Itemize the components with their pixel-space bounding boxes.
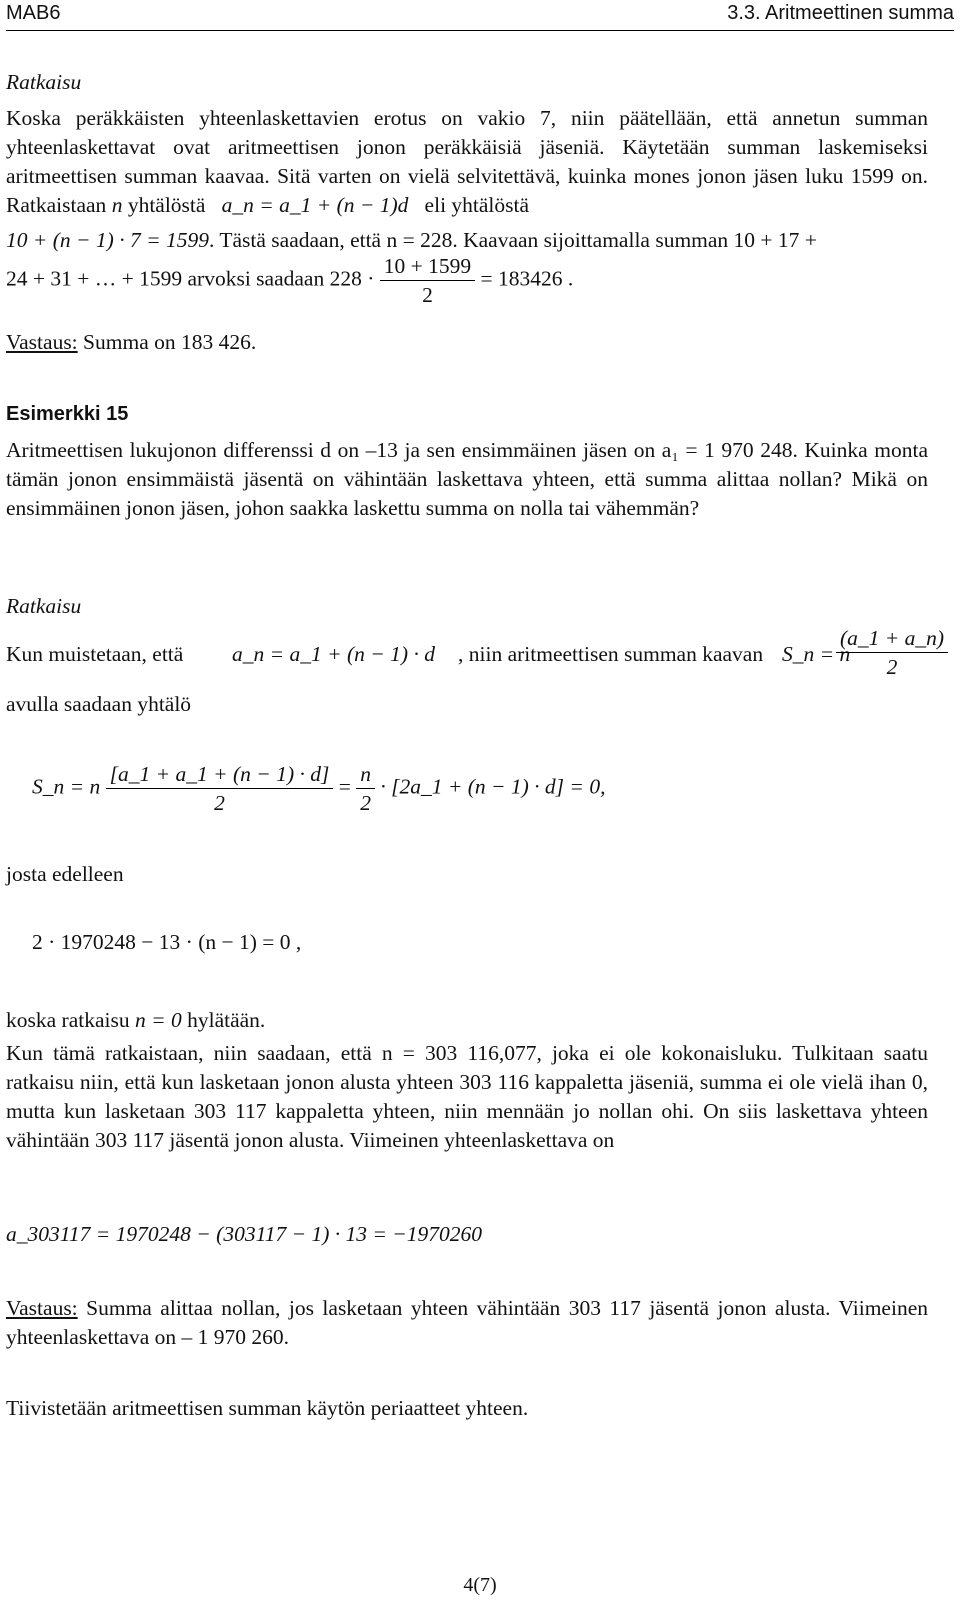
eq1-numerator: [a_1 + a_1 + (n − 1) · d] [106,760,334,789]
page-header [6,2,954,30]
formula-general-term: a_n = a_1 + (n − 1) · d [232,642,435,666]
solution-line-2 [6,226,928,255]
course-code: MAB6 [6,2,61,24]
sum-fraction [380,252,475,309]
solution-text-1b: yhtälöstä [127,193,206,217]
sum-multiplier: 228 · [329,266,375,291]
equation-solve-n: 2 · 1970248 − 13 · (n − 1) = 0 , [32,930,302,954]
eq1-fraction [106,760,334,817]
answer-text-1: Summa on 183 426. [77,330,257,354]
line4-text-a: koska ratkaisu [6,1008,130,1032]
sum-formula-numerator: (a_1 + a_n) [836,624,948,653]
sum-formula-denominator: 2 [886,655,898,679]
eq1-mid-fraction [356,760,375,817]
sum-fraction-numerator: 10 + 1599 [380,252,475,281]
line1-text-b: , niin aritmeettisen summan kaavan [458,642,764,666]
solution-heading-2: Ratkaisu [6,594,82,618]
answer-label-2: Vastaus: [6,1296,78,1320]
equation-sum-zero: S_n = n $\frac{[a\_1 + a\_1 + (n - 1) \cdot d]}{2}$ = $\frac{n}{2}$ · [2a_1 + (n − 1) · d] = 0, [32,762,606,815]
formula-equation-1599: 10 + (n − 1) · 7 = 1599 [6,228,209,252]
solution-text-1: Koska peräkkäisten yhteenlaskettavien erotus on vakio 7, niin päätellään, että annetun summan yhteenlaskettavat ovat aritmeettisen jonon peräkkäisiä jäseniä. Käytetään summan laskemiseksi aritmeettisen summan kaavaa. Sitä varten on vielä selvitettävä, kuinka mones jonon jäsen luku 1599 on. Ratkaistaan [6,106,928,217]
variable-n: n [111,193,123,217]
eq1-lhs: S_n = n [32,774,101,799]
example-text: Aritmeettisen lukujonon differenssi d on –13 ja sen ensimmäinen jäsen on a₁ = 1 970 248. Kuinka monta tämän jonon ensimmäistä jäsentä on vähintään laskettava yhteen, että summa alittaa nollan? Mikä on ensimmäinen jonon jäsen, johon saakka laskettu summa on nolla tai vähemmän? [6,438,928,520]
line4 [6,1006,928,1035]
eq1-denominator: 2 [214,791,225,815]
page-number: 4(7) [463,1574,497,1596]
formula-an: a_n = a_1 + (n − 1)d [221,193,409,217]
sum-result: = 183426 . [480,266,574,291]
line4-text-b: hylätään. [187,1008,266,1032]
solution-text-2: . Tästä saadaan, että n = 228. Kaavaan sijoittamalla summan 10 + 17 + [208,228,817,252]
line1-text-a: Kun muistetaan, että [6,642,184,666]
eq1-mid-numerator: n [356,760,375,789]
formula-n-zero: n = 0 [134,1008,182,1032]
sum-formula-fraction [836,624,948,681]
solution-heading-1: Ratkaisu [6,70,82,94]
sum-formula-lhs: S_n = n [782,642,851,666]
example-heading: Esimerkki 15 [6,403,129,425]
sum-sequence-text: 24 + 31 + … + 1599 arvoksi saadaan [6,266,325,291]
answer-text-2: Summa alittaa nollan, jos lasketaan yhteen vähintään 303 117 jäsentä jonon alusta. Viimeinen yhteenlaskettava on – 1 970 260. [6,1296,928,1349]
sum-fraction-denominator: 2 [422,283,433,307]
paragraph-interpretation: Kun tämä ratkaistaan, niin saadaan, että n = 303 116,077, joka ei ole kokonaisluku. Tulkitaan saatu ratkaisu niin, että kun lasketaan jonon alusta yhteen 303 116 kappaletta jäseniä, summa ei ole vielä ihan 0, mutta kun lasketaan 303 117 kappaletta yhteen, niin mennään jo nollan ohi. On siis laskettava yhteen vähintään 303 117 jäsentä jonon alusta. Viimeinen yhteenlaskettava on [6,1041,928,1152]
answer-2 [6,1294,928,1352]
section-title: 3.3. Aritmeettinen summa [727,2,954,24]
header-rule [6,30,954,31]
line3-text: josta edelleen [6,862,124,886]
sum-line [6,252,573,309]
answer-label-1: Vastaus: [6,330,78,354]
equation-last-term: a_303117 = 1970248 − (303117 − 1) · 13 = −1970260 [6,1222,483,1246]
line2-text: avulla saadaan yhtälö [6,692,192,716]
closing-sentence: Tiivistetään aritmeettisen summan käytön periaatteet yhteen. [6,1396,529,1420]
answer-1 [6,328,928,357]
eq1-mid-denominator: 2 [360,791,371,815]
eq1-rhs: · [2a_1 + (n − 1) · d] = 0, [380,774,606,799]
solution-text-1c: eli yhtälöstä [424,193,530,217]
solution-paragraph-1 [6,104,928,220]
